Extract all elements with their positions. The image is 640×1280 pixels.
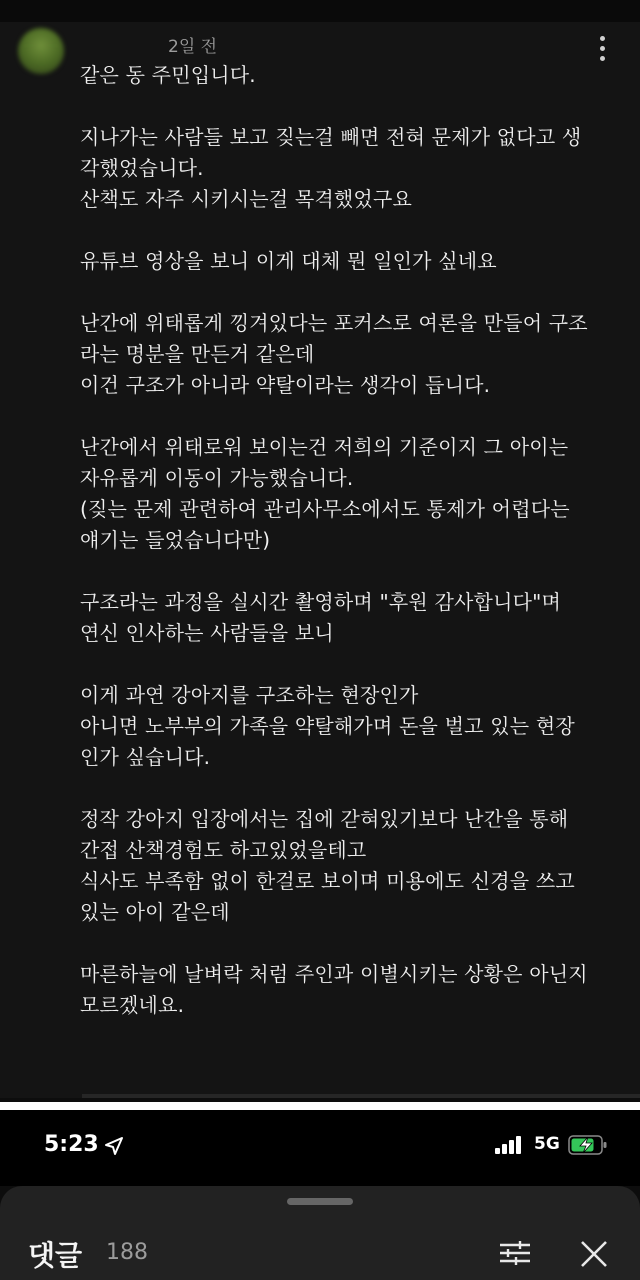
- status-bar: [0, 1110, 640, 1186]
- divider: [82, 1094, 640, 1098]
- close-icon[interactable]: [578, 1238, 610, 1270]
- comment-line: 정작 강아지 입장에서는 집에 갇혀있기보다 난간을 통해: [80, 807, 569, 831]
- comment-line: 각했었습니다.: [80, 156, 204, 180]
- blank-line: [80, 773, 620, 804]
- blank-line: [80, 401, 620, 432]
- comment-line: 아니면 노부부의 가족을 약탈해가며 돈을 벌고 있는 현장: [80, 714, 575, 738]
- cellular-signal-icon: [495, 1136, 523, 1154]
- comment-body: [80, 60, 620, 1021]
- blank-line: [80, 215, 620, 246]
- comment-line: 자유롭게 이동이 가능했습니다.: [80, 466, 354, 490]
- comment-line: 간접 산책경험도 하고있었을테고: [80, 838, 367, 862]
- network-label: 5G: [534, 1134, 560, 1154]
- comments-sheet: [0, 1186, 640, 1280]
- blank-line: [80, 556, 620, 587]
- blank-line: [80, 91, 620, 122]
- battery-charging-icon: [568, 1134, 608, 1156]
- blank-line: [80, 277, 620, 308]
- blank-line: [80, 649, 620, 680]
- comment-line: 연신 인사하는 사람들을 보니: [80, 621, 334, 645]
- comment-line: 구조라는 과정을 실시간 촬영하며 "후원 감사합니다"며: [80, 590, 562, 614]
- drag-handle[interactable]: [287, 1198, 353, 1205]
- comment-line: 있는 아이 같은데: [80, 900, 230, 924]
- comment-line: 마른하늘에 날벼락 처럼 주인과 이별시키는 상황은 아닌지: [80, 962, 588, 986]
- avatar[interactable]: [18, 28, 64, 74]
- top-strip: [0, 0, 640, 22]
- comment-line: 난간에 위태롭게 낑겨있다는 포커스로 여론을 만들어 구조: [80, 311, 588, 335]
- blank-line: [80, 928, 620, 959]
- username-redacted: [78, 32, 158, 54]
- comment-line: 유튜브 영상을 보니 이게 대체 뭔 일인가 싶네요: [80, 249, 497, 273]
- comment-line: 이게 과연 강아지를 구조하는 현장인가: [80, 683, 419, 707]
- comment-line: 산책도 자주 시키시는걸 목격했었구요: [80, 187, 412, 211]
- comment-line: 이건 구조가 아니라 약탈이라는 생각이 듭니다.: [80, 373, 491, 397]
- comment-line: 인가 싶습니다.: [80, 745, 211, 769]
- comment-line: 얘기는 들었습니다만): [80, 528, 271, 552]
- comment-line: (짖는 문제 관련하여 관리사무소에서도 통제가 어렵다는: [80, 497, 570, 521]
- status-time: 5:23: [44, 1132, 99, 1157]
- location-arrow-icon: [104, 1136, 124, 1156]
- comment-time: 2일 전: [168, 37, 218, 57]
- comment-count: 188: [106, 1240, 148, 1265]
- comment-line: 식사도 부족함 없이 한걸로 보이며 미용에도 신경을 쓰고: [80, 869, 575, 893]
- comment-line: 지나가는 사람들 보고 짖는걸 빼면 전혀 문제가 없다고 생: [80, 125, 582, 149]
- separator-band: [0, 1102, 640, 1110]
- sliders-icon[interactable]: [498, 1238, 532, 1268]
- comment-line: 같은 동 주민입니다.: [80, 63, 256, 87]
- comment-line: 모르겠네요.: [80, 993, 185, 1017]
- comment-line: 라는 명분을 만든거 같은데: [80, 342, 315, 366]
- comment-line: 난간에서 위태로워 보이는건 저희의 기준이지 그 아이는: [80, 435, 569, 459]
- sheet-title: 댓글: [28, 1239, 83, 1272]
